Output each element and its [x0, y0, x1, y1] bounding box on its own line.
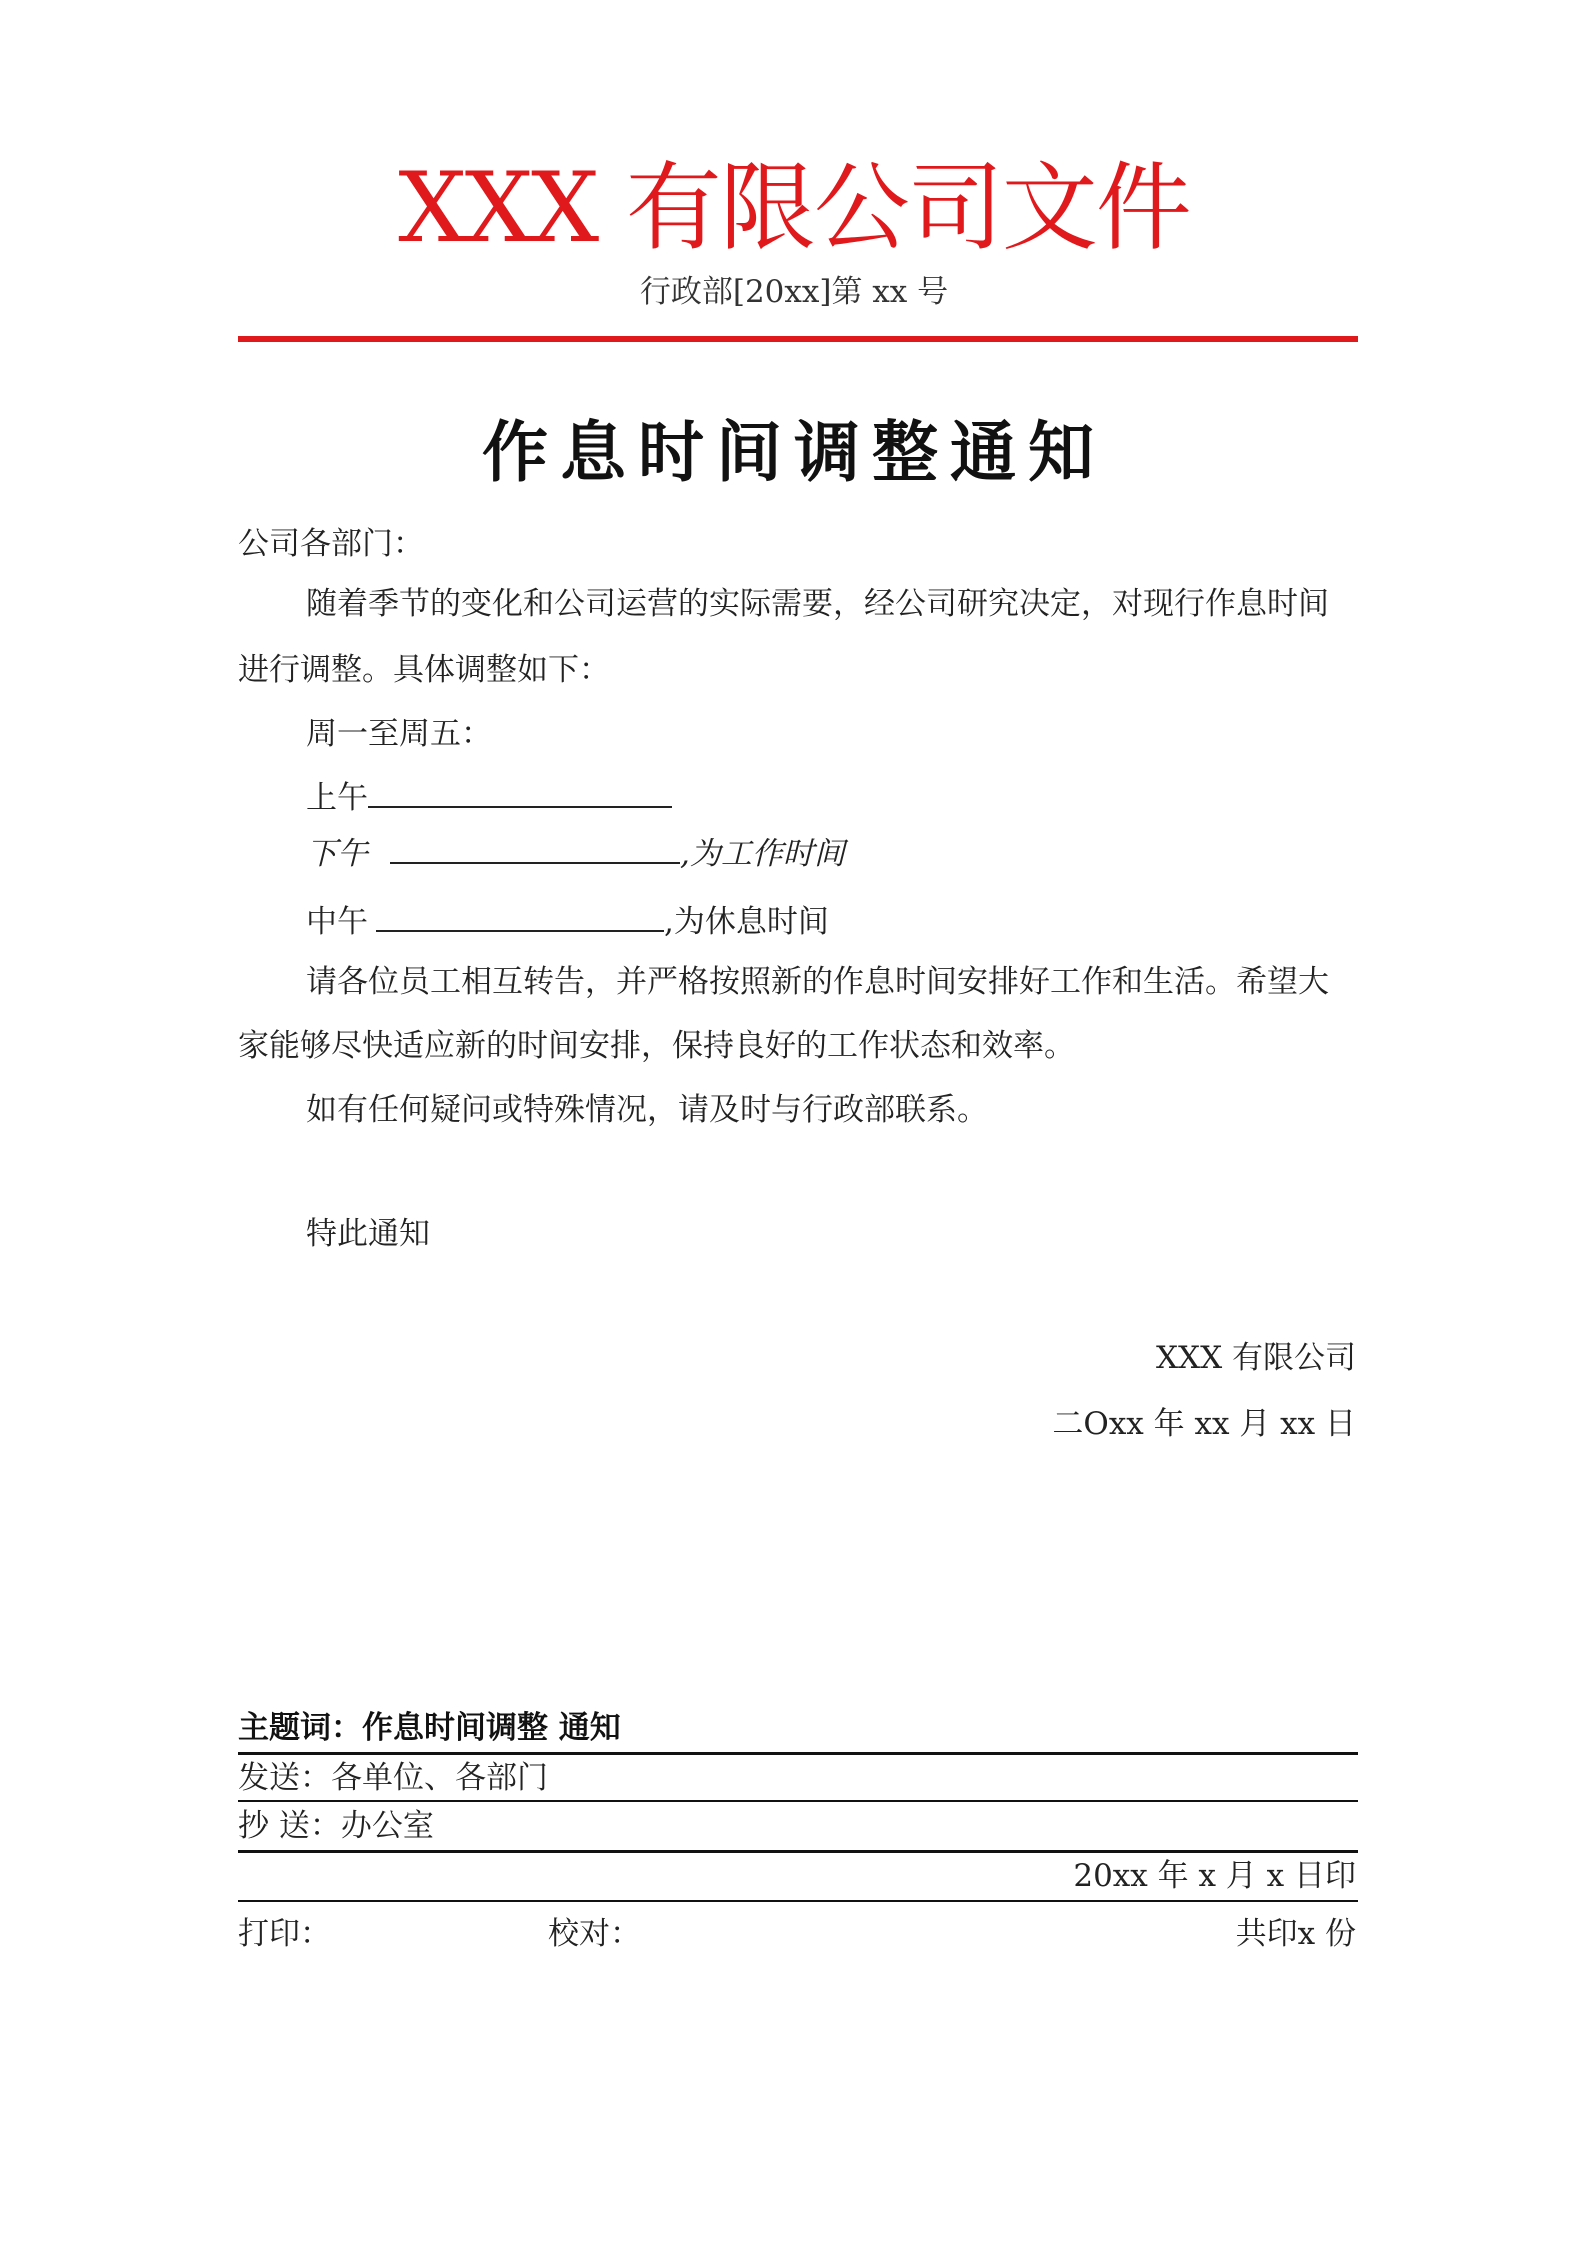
morning-row: [306, 778, 672, 818]
paragraph-1-line-1: 随着季节的变化和公司运营的实际需要，经公司研究决定，对现行作息时间: [306, 586, 1329, 622]
footer-rule-1: [238, 1752, 1358, 1755]
afternoon-suffix: ,为工作时间: [680, 836, 845, 872]
salutation: 公司各部门：: [238, 526, 424, 562]
footer-rule-3: [238, 1850, 1358, 1853]
footer-rule-4: [238, 1900, 1358, 1902]
morning-label: 上午: [306, 780, 368, 816]
date: 二Oxx 年 xx 月 xx 日: [1052, 1406, 1356, 1442]
weekdays-label: 周一至周五：: [306, 716, 492, 752]
afternoon-blank: [390, 834, 680, 864]
noon-suffix: ,为休息时间: [664, 904, 829, 940]
noon-label: 中午: [306, 904, 368, 940]
afternoon-row: [306, 834, 845, 874]
paragraph-3: 如有任何疑问或特殊情况，请及时与行政部联系。: [306, 1092, 988, 1128]
footer-rule-2: [238, 1800, 1358, 1802]
paragraph-2-line-2: 家能够尽快适应新的时间安排，保持良好的工作状态和效率。: [238, 1028, 1075, 1064]
printer-label: 打印：: [238, 1916, 331, 1952]
closing: 特此通知: [306, 1216, 430, 1252]
send-to: 发送：各单位、各部门: [238, 1760, 548, 1796]
noon-row: [306, 902, 829, 942]
paragraph-1-line-2: 进行调整。具体调整如下：: [238, 652, 610, 688]
proofreader-label: 校对：: [548, 1916, 641, 1952]
cc: 抄 送：办公室: [238, 1808, 434, 1844]
notice-title: 作息时间调整通知: [482, 413, 1106, 491]
paragraph-2-line-1: 请各位员工相互转告，并严格按照新的作息时间安排好工作和生活。希望大: [306, 964, 1329, 1000]
copies: 共印x 份: [1235, 1916, 1356, 1952]
document-number: 行政部[20xx]第 xx 号: [639, 274, 949, 310]
document-header-title: XXX 有限公司文件: [398, 152, 1190, 264]
print-date: 20xx 年 x 月 x 日印: [1073, 1858, 1356, 1894]
header-red-divider: [238, 336, 1358, 342]
signature: XXX 有限公司: [1155, 1340, 1356, 1376]
morning-blank: [368, 778, 672, 808]
noon-blank: [376, 902, 664, 932]
keywords: 主题词：作息时间调整 通知: [238, 1710, 621, 1746]
afternoon-label: 下午: [306, 836, 368, 872]
